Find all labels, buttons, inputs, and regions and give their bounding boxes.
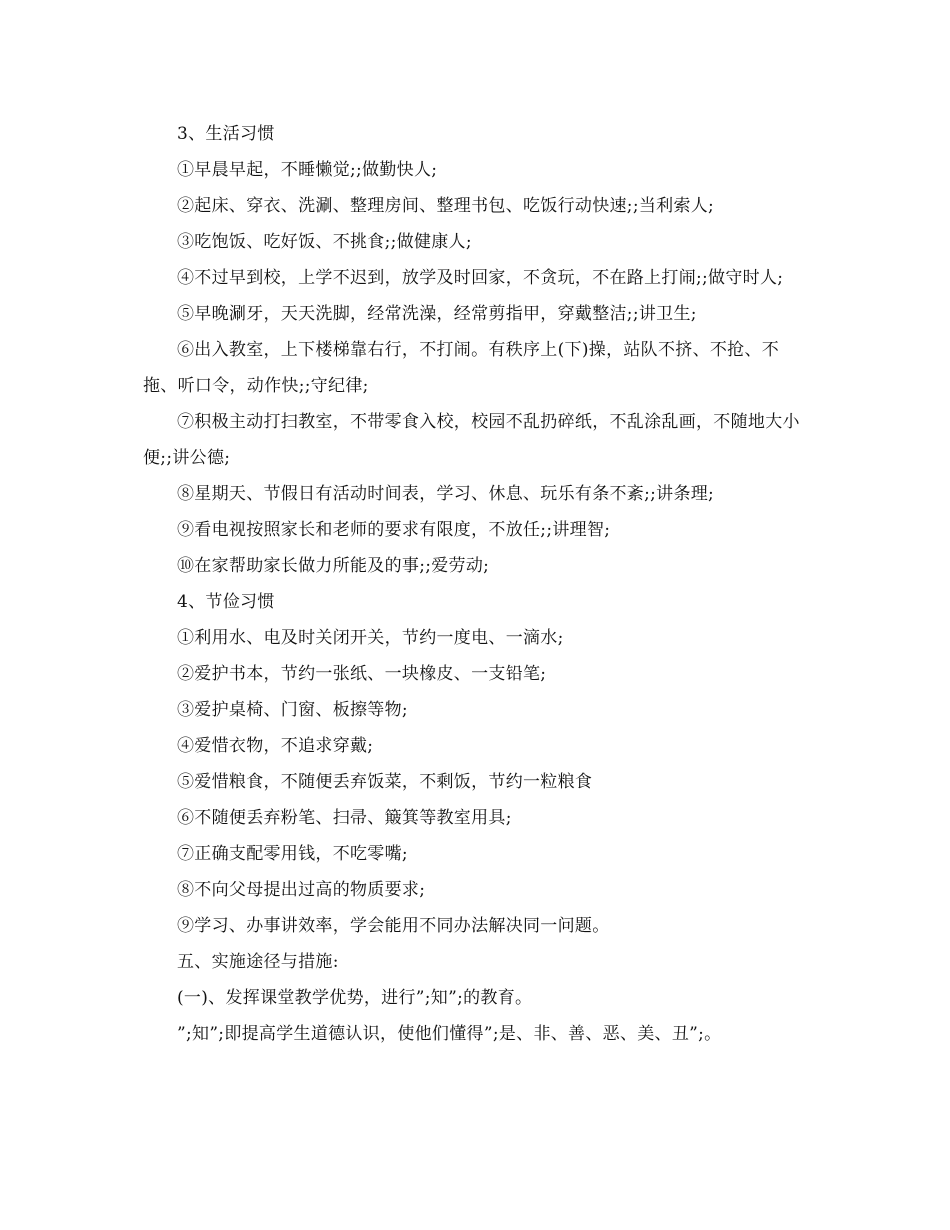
paragraph: ⑥出入教室，上下楼梯靠右行，不打闹。有秩序上(下)操，站队不挤、不抢、不拖、听口令，动作快;;守纪律; (143, 340, 780, 396)
paragraph: ⑦正确支配零用钱，不吃零嘴; (177, 844, 408, 864)
paragraph: ③吃饱饭、吃好饭、不挑食;;做健康人; (177, 232, 472, 252)
section-heading-implementation: 五、实施途径与措施: (177, 952, 339, 972)
paragraph: ④不过早到校，上学不迟到，放学及时回家，不贪玩，不在路上打闹;;做守时人; (177, 268, 784, 288)
document-body (143, 116, 807, 1052)
paragraph: ⑧星期天、节假日有活动时间表，学习、休息、玩乐有条不紊;;讲条理; (177, 484, 715, 504)
paragraph: ①早晨早起，不睡懒觉;;做勤快人; (177, 160, 438, 180)
paragraph: ①利用水、电及时关闭开关，节约一度电、一滴水; (177, 628, 564, 648)
paragraph: ⑩在家帮助家长做力所能及的事;;爱劳动; (177, 556, 490, 576)
paragraph: ②爱护书本，节约一张纸、一块橡皮、一支铅笔; (177, 664, 547, 684)
paragraph: ⑥不随便丢弃粉笔、扫帚、簸箕等教室用具; (177, 808, 512, 828)
paragraph: ”;知”;即提高学生道德认识，使他们懂得”;是、非、善、恶、美、丑”;。 (177, 1024, 722, 1044)
paragraph: ⑨看电视按照家长和老师的要求有限度，不放任;;讲理智; (177, 520, 611, 540)
subsection-heading: (一)、发挥课堂教学优势，进行”;知”;的教育。 (177, 988, 533, 1008)
paragraph: ⑤爱惜粮食，不随便丢弃饭菜，不剩饭，节约一粒粮食 (177, 772, 593, 792)
paragraph: ②起床、穿衣、洗涮、整理房间、整理书包、吃饭行动快速;;当利索人; (177, 196, 715, 216)
section-heading-frugal-habits: 4、节俭习惯 (177, 592, 275, 612)
paragraph: ⑤早晚涮牙，天天洗脚，经常洗澡，经常剪指甲，穿戴整洁;;讲卫生; (177, 304, 697, 324)
paragraph: ⑨学习、办事讲效率，学会能用不同办法解决同一问题。 (177, 916, 610, 936)
paragraph: ⑦积极主动打扫教室，不带零食入校，校园不乱扔碎纸，不乱涂乱画，不随地大小便;;讲公德; (143, 412, 800, 468)
paragraph: ⑧不向父母提出过高的物质要求; (177, 880, 426, 900)
paragraph: ④爱惜衣物，不追求穿戴; (177, 736, 374, 756)
section-heading-living-habits: 3、生活习惯 (177, 124, 275, 144)
paragraph: ③爱护桌椅、门窗、板擦等物; (177, 700, 408, 720)
